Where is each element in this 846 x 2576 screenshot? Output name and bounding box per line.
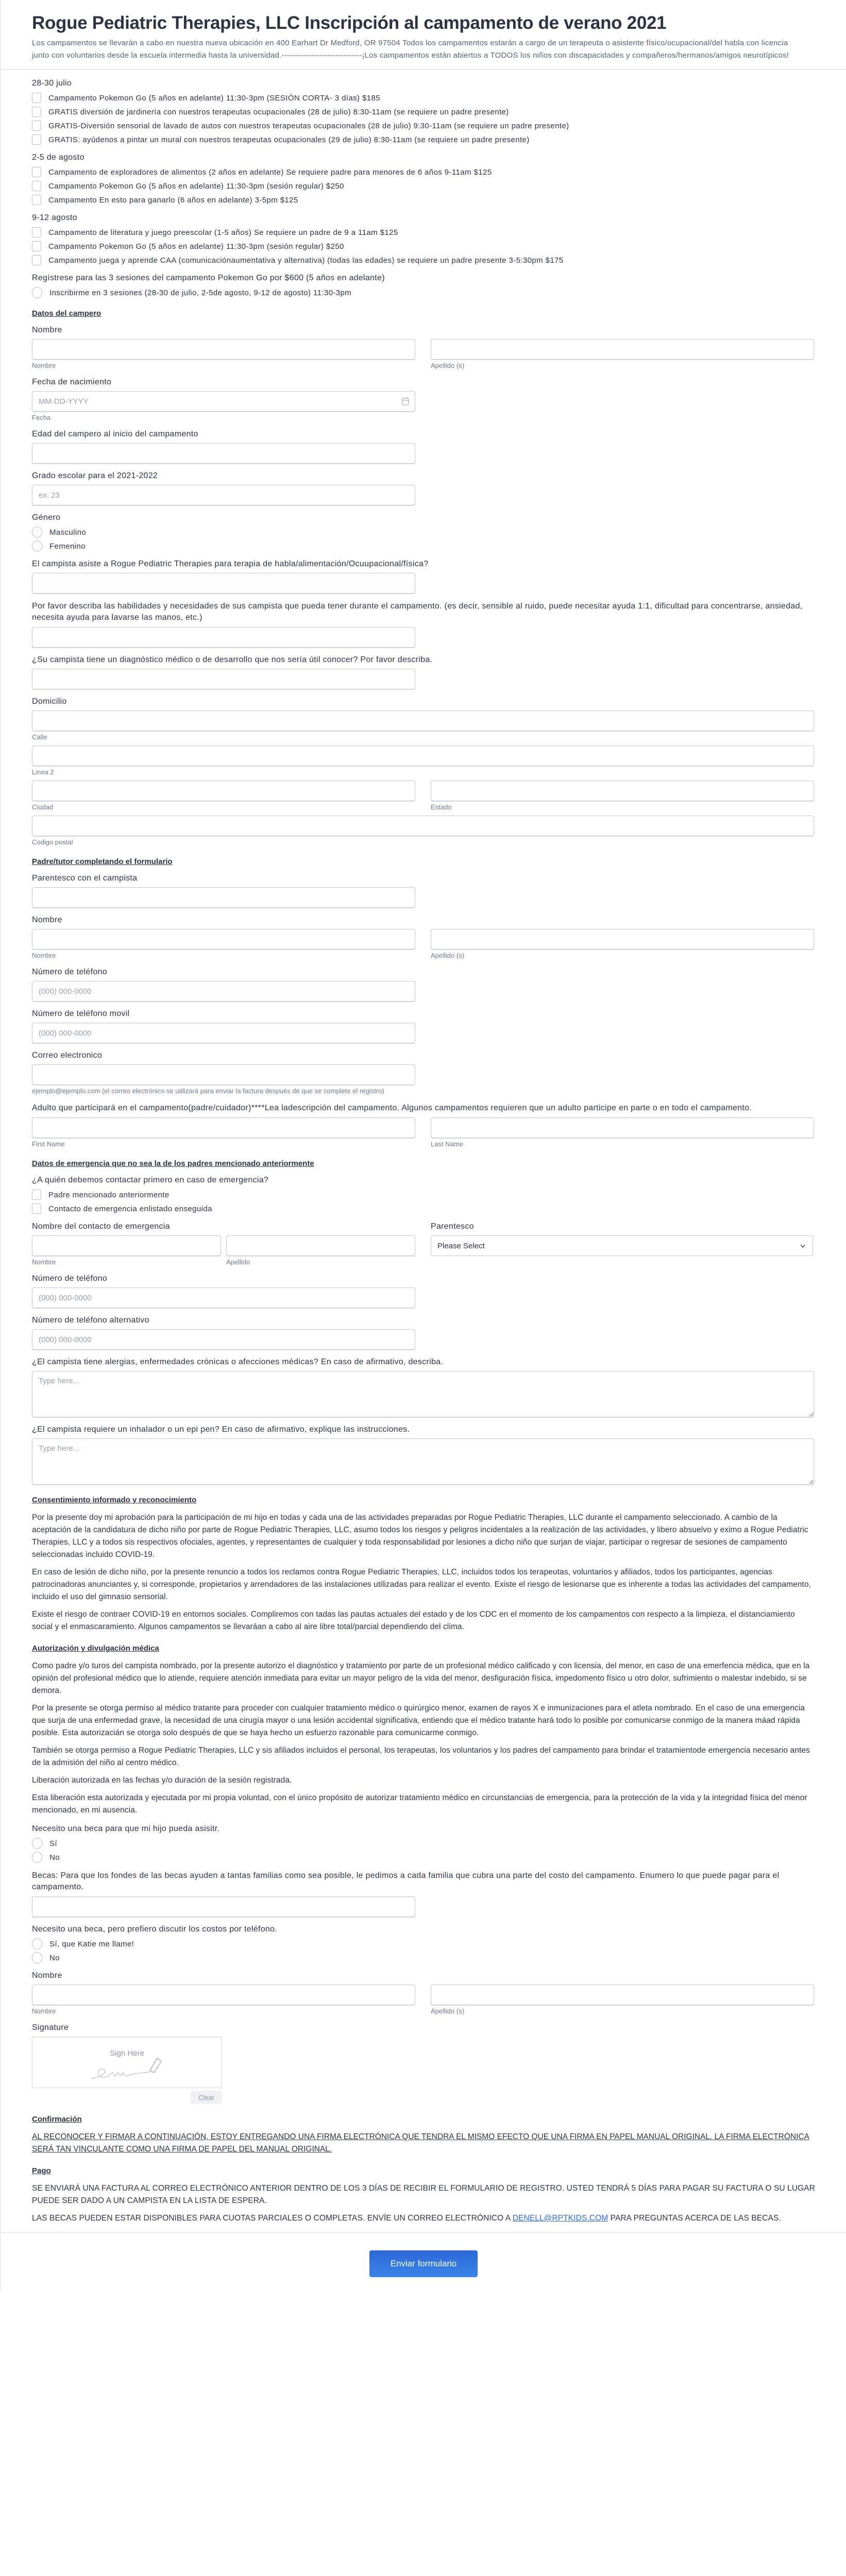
street-sublabel: Calle	[32, 733, 47, 741]
scholarship-need-no[interactable]	[32, 1852, 814, 1863]
section-confirmation: Confirmación	[32, 2115, 82, 2124]
gender-option-male[interactable]	[32, 527, 814, 538]
medical-paragraph: Esta liberación esta autorizada y ejecutada por mi propia voluntad, con el único propósito de autorizar tratamiento médico en circunstancias de emergencia, para la protección de la vida y la integridad física del menor mencionado, en mi ausencia.	[32, 1793, 807, 1815]
checkbox[interactable]	[32, 93, 41, 103]
grade-input[interactable]	[32, 485, 415, 505]
option-label: Inscribirme en 3 sesiones (28-30 de julio, 2-5de agosto, 9-12 de agosto) 11:30-3pm	[49, 288, 352, 297]
phone-group	[32, 967, 814, 1002]
option-label: No	[49, 1953, 60, 1962]
email-group	[32, 1050, 814, 1095]
submit-button[interactable]: Enviar formulario	[369, 2250, 478, 2277]
first-name-sublabel: Nombre	[32, 1258, 56, 1266]
emergency-first-name-input[interactable]	[32, 1235, 221, 1256]
footer-divider	[1, 2232, 846, 2233]
last-name-sublabel: Apellido (s)	[431, 952, 465, 959]
radio[interactable]	[32, 540, 42, 552]
dob-input[interactable]	[32, 391, 415, 412]
age-label: Edad del campero al inicio del campamento	[32, 430, 198, 438]
gender-option-female[interactable]	[32, 540, 814, 552]
adult-last-name-input[interactable]	[431, 1117, 814, 1138]
city-input[interactable]	[32, 781, 415, 801]
street-input[interactable]	[32, 710, 814, 731]
name-row	[32, 339, 814, 370]
first-contact-option[interactable]	[32, 1189, 814, 1200]
first-name-col	[32, 1117, 415, 1148]
radio[interactable]	[32, 1938, 42, 1950]
section-medical: Autorización y divulgación médica	[32, 1644, 159, 1653]
state-input[interactable]	[431, 781, 814, 801]
therapy-input[interactable]	[32, 573, 415, 594]
zip-sublabel: Codigo postal	[32, 838, 73, 846]
address-label: Domicilio	[32, 697, 67, 706]
signature-pad[interactable]	[32, 2037, 222, 2088]
gender-label: Género	[32, 513, 61, 522]
alt-phone-group	[32, 1315, 814, 1350]
week2-option[interactable]	[32, 194, 814, 206]
dob-label: Fecha de nacimiento	[32, 378, 112, 386]
mobile-group	[32, 1009, 814, 1043]
mobile-label: Número de teléfono movil	[32, 1009, 130, 1018]
option-label: Padre mencionado anteriormente	[48, 1190, 170, 1199]
form-title: Rogue Pediatric Therapies, LLC Inscripción al campamento de verano 2021	[32, 13, 667, 33]
state-col	[431, 781, 814, 811]
name-row	[32, 929, 814, 960]
first-name-col	[32, 1985, 415, 2015]
clear-row	[32, 2091, 222, 2104]
checkbox[interactable]	[32, 241, 41, 251]
scholarship-phone-label: Necesito una beca, pero prefiero discutir los costos por teléfono.	[32, 1925, 278, 1934]
option-label: Campamento En esto para ganarlo (6 años en adelante) 3-5pm $125	[48, 195, 298, 205]
consent-paragraph: Existe el riesgo de contraer COVID-19 en entornos sociales. Compliremos con tadas las pautas actuales del estado y de los CDC en el momento de los campamentos con respecto a la limpieza, el distanciamiento social y el enmascaramiento. Algunos campamentos se llevaráan a cabo al aire libre total/parcial dependiendo del clima.	[32, 1610, 795, 1631]
phone-label: Número de teléfono	[32, 968, 107, 976]
week1-option[interactable]	[32, 106, 814, 117]
checkbox[interactable]	[32, 107, 41, 117]
bundle-group	[32, 273, 814, 298]
diagnosis-input[interactable]	[32, 669, 415, 689]
emergency-phone-label: Número de teléfono	[32, 1274, 107, 1283]
first-name-col	[32, 929, 415, 960]
first-name-sublabel: Nombre	[32, 952, 56, 959]
email-label: Correo electronico	[32, 1051, 103, 1060]
section-parent: Padre/tutor completando el formulario	[32, 857, 173, 866]
therapy-group	[32, 559, 814, 594]
last-name-sublabel: Apellido (s)	[431, 2007, 465, 2015]
radio[interactable]	[32, 287, 42, 298]
diagnosis-label: ¿Su campista tiene un diagnóstico médico o de desarrollo que nos sería útil conocer? Por favor describa.	[32, 655, 433, 664]
dob-field	[32, 391, 415, 412]
address-group	[32, 697, 814, 846]
section-camper: Datos del campero	[32, 309, 101, 318]
medical-paragraph: Liberación autorizada en las fechas y/o duración de la sesión registrada.	[32, 1776, 292, 1785]
scholarship-phone-yes[interactable]	[32, 1938, 814, 1950]
option-label: Femenino	[49, 541, 86, 551]
inhaler-textarea[interactable]	[32, 1438, 814, 1485]
camper-name-label: Nombre	[32, 326, 62, 334]
camper-first-name-input[interactable]	[32, 339, 415, 360]
signer-last-name-input[interactable]	[431, 1985, 814, 2005]
scholarship-phone-no[interactable]	[32, 1952, 814, 1963]
last-name-col	[431, 339, 814, 370]
needs-label: Por favor describa las habilidades y necesidades de sus campista que pueda tener durante el campamento. (es decir, sensible al ruido, puede necesitar ayuda 1:1, dificultad para concentrarse, ansiedad, necesita ayuda para lavarse las manos, etc.)	[32, 602, 803, 622]
radio[interactable]	[32, 1838, 42, 1849]
adult-group	[32, 1103, 814, 1148]
checkbox[interactable]	[32, 195, 41, 205]
first-contact-group	[32, 1175, 814, 1214]
name-row	[32, 1985, 814, 2015]
checkbox[interactable]	[32, 167, 41, 177]
scholarship-need-label: Necesito una beca para que mi hijo pueda asisitr.	[32, 1824, 220, 1833]
emergency-name-label: Nombre del contacto de emergencia	[32, 1222, 170, 1231]
section-emergency: Datos de emergencia que no sea la de los padres mencionado anteriormente	[32, 1159, 314, 1168]
consent-paragraph: En caso de lesión de dicho niño, por la presente renuncio a todos los reclamos contra Rogue Pediatric Therapies, LLC, incluidos todos los terapeutas, voluntarios y afiliados, todos los participantes, agencias patrocinadoras anunciantes y, si corresponde, propietarios y arrendadores de las instalaciones utilizadas para realizar el evento. Existe el riesgo de lesionarse que es inherente a todas las actividades del campamento, incluido el uso del gimnasio sensorial.	[32, 1568, 811, 1601]
zip-input[interactable]	[32, 816, 814, 836]
week1-option[interactable]	[32, 92, 814, 104]
mobile-input[interactable]	[32, 1023, 415, 1043]
scholarship-amount-group	[32, 1870, 814, 1917]
diagnosis-group	[32, 655, 814, 689]
city-sublabel: Ciudad	[32, 803, 54, 811]
option-label: Campamento Pokemon Go (5 años en adelante) 11:30-3pm (SESIÓN CORTA- 3 días) $185	[48, 93, 380, 103]
last-name-col	[226, 1235, 415, 1266]
scholarship-amount-label: Becas: Para que los fondes de las becas ayuden a tantas familias como sea posible, le pedimos a cada familia que cubra una parte del costo del campamento. Enumero lo que puede pagar para el campamento.	[32, 1871, 780, 1891]
week2-label: 2-5 de agosto	[32, 153, 84, 162]
clear-signature-button[interactable]: Clear	[191, 2091, 222, 2104]
option-label: GRATIS-Diversión sensorial de lavado de autos con nuestros terapeutas ocupacionales (28 de julio) 9:30-11am (se requiere un padre presente)	[48, 121, 569, 130]
dob-sublabel: Fecha	[32, 414, 51, 421]
signer-name-label: Nombre	[32, 1971, 62, 1980]
adult-label: Adulto que participará en el campamento(padre/cuidador)****Lea ladescripción del campamento. Algunos campamentos requieren que un adulto participe en parte o en todo el campamento.	[32, 1104, 752, 1112]
form-body	[1, 78, 846, 2225]
option-label: Contacto de emergencia enlistado enseguida	[48, 1204, 212, 1213]
emergency-phone-input[interactable]	[32, 1287, 415, 1308]
last-name-sublabel: Apellido (s)	[431, 362, 465, 369]
parent-first-name-input[interactable]	[32, 929, 415, 950]
camper-last-name-input[interactable]	[431, 339, 814, 360]
inhaler-group	[32, 1425, 814, 1485]
medical-paragraph: También se otorga permiso a Rogue Pediatric Therapies, LLC y sis afiliados incluidos el personal, los terapeutas, los voluntarios y los padres del campamento para brindar el tratamientode emergencia necesario antes de la admisión del niño al centro médico.	[32, 1746, 810, 1767]
grade-label: Grado escolar para el 2021-2022	[32, 471, 158, 480]
week3-label: 9-12 agosto	[32, 213, 77, 222]
option-label: Sí	[49, 1839, 57, 1848]
bundle-label: Regístrese para las 3 sesiones del campamento Pokemon Go por $600 (5 años en adelante)	[32, 274, 385, 282]
emergency-name-col	[32, 1222, 415, 1266]
checkbox[interactable]	[32, 121, 41, 131]
last-name-sublabel: Apellido	[226, 1258, 250, 1266]
week3-option[interactable]	[32, 227, 814, 238]
scholarship-contact-text	[32, 2212, 815, 2225]
scholarship-phone-group	[32, 1924, 814, 1963]
select-value: Please Select	[437, 1241, 485, 1250]
text: LAS BECAS PUEDEN ESTAR DISPONIBLES PARA CUOTAS PARCIALES O COMPLETAS. ENVÍE UN CORREO ELECTRÓNICO A	[32, 2214, 513, 2223]
week1-label: 28-30 julio	[32, 79, 72, 88]
first-contact-label: ¿A quién debemos contactar primero en caso de emergencia?	[32, 1176, 269, 1184]
calendar-icon[interactable]	[402, 397, 409, 406]
medical-paragraph: Como padre y/o turos del campista nombrado, por la presente autorizo el diagnóstico y tratamiento por parte de un profesional médico calificado y con licensia, del menor, en caso de una emerfencia médica, que en la opinión del profesional médico que lo atiende, requiere atención inmediata para evitar un mayor peligro de la vida del menor, desfiguración física, impedomento físico u otro dolor, sufrimiento o malestar indebido, si se demora.	[32, 1662, 810, 1695]
checkbox[interactable]	[32, 255, 41, 265]
week1-option[interactable]	[32, 134, 814, 145]
therapy-label: El campista asiste a Rogue Pediatric Therapies para terapia de habla/alimentación/Ocuupacional/física?	[32, 560, 429, 568]
first-name-sublabel: Nombre	[32, 362, 56, 369]
signature-label: Signature	[32, 2023, 69, 2032]
relation-input[interactable]	[32, 887, 415, 908]
option-label: No	[49, 1853, 60, 1862]
option-label: Campamento de literatura y juego preescolar (1-5 años) Se requiere un padre de 9 a 11am $125	[48, 228, 398, 237]
phone-input[interactable]	[32, 981, 415, 1002]
week1-group	[32, 78, 814, 145]
first-name-sublabel: First Name	[32, 1140, 65, 1148]
submit-row	[1, 2241, 846, 2282]
checkbox[interactable]	[32, 227, 41, 238]
allergies-textarea[interactable]	[32, 1371, 814, 1417]
last-name-col	[431, 929, 814, 960]
allergies-group	[32, 1357, 814, 1417]
checkbox[interactable]	[32, 181, 41, 191]
name-row	[32, 1235, 415, 1266]
line2-sublabel: Linea 2	[32, 768, 54, 776]
chevron-down-icon	[800, 1244, 805, 1248]
consent-paragraph: Por la presente doy mi aprobación para la participación de mi hijo en todas y cada una de las actividades preparadas por Rogue Pediatric Therapies, LLC durante el campamento seleccionado. A cambio de la aceptación de la candidatura de dicho niño por parte de Rogue Pediatric Therapies, LLC, asumo todos los riesgos y peligros incidentales a la realización de las actividades, y libero absuelvo y eximo a Rogue Pediatric Therapies, LLC y a todos sis respectivos ofociales, agentes, y representantes de cualquier y toda responsabilidad por lesiones a dicho niño que surjan de viajar, participar o regresar de sesiones de campamento seleccionadas incluido COVID-19.	[32, 1513, 808, 1559]
signer-first-name-input[interactable]	[32, 1985, 415, 2005]
emergency-relation-label: Parentesco	[431, 1222, 474, 1231]
week1-option[interactable]	[32, 120, 814, 131]
option-label: Sí, que Katie me llame!	[49, 1939, 134, 1948]
email-sublabel: ejemplo@ejemplo.com (el correo electrónico se utilizará para enviar la factura después de que se complete el registro)	[32, 1087, 384, 1095]
last-name-sublabel: Last Name	[431, 1140, 463, 1148]
emergency-relation-select[interactable]	[431, 1235, 813, 1256]
dob-group	[32, 377, 814, 422]
radio[interactable]	[32, 1952, 42, 1963]
week2-option[interactable]	[32, 180, 814, 192]
city-state-row	[32, 781, 814, 811]
parent-name-label: Nombre	[32, 916, 62, 924]
age-group	[32, 429, 814, 464]
last-name-col	[431, 1985, 814, 2015]
relation-label: Parentesco con el campista	[32, 874, 138, 883]
alt-phone-label: Número de teléfono alternativo	[32, 1316, 149, 1325]
email-input[interactable]	[32, 1064, 415, 1085]
option-label: Masculino	[49, 528, 87, 537]
option-label: GRATIS: ayúdenos a pintar un mural con nuestros terapeutas ocupacionales (29 de julio) 8:30-11am (se requiere un padre presente)	[48, 135, 530, 144]
option-label: Campamento Pokemon Go (5 años en adelante) 11:30-3pm (sesión regular) $250	[48, 181, 344, 191]
sign-here-text: Sign Here	[110, 2049, 144, 2058]
relation-group	[32, 873, 814, 908]
parent-last-name-input[interactable]	[431, 929, 814, 950]
week3-option[interactable]	[32, 255, 814, 266]
emergency-last-name-input[interactable]	[226, 1235, 415, 1256]
checkbox[interactable]	[32, 1190, 41, 1200]
form-description: Los campamentos se llevarán a cabo en nuestra nueva ubicación en 400 Earhart Dr Medford, OR 97504 Todos los campamentos estarán a cargo de un terapeuta o asistente físico/ocupacional/del habla con licencia junto con voluntarios desde la escuela intermedia hasta la universidad.------------------------------¡Los campamentos están abiertos a TODOS los niños con discapacidades y compañeros/hermanos/amigos neurotípicos!	[32, 39, 789, 60]
gender-group	[32, 513, 814, 552]
signature-group	[32, 2023, 814, 2104]
first-contact-option[interactable]	[32, 1203, 814, 1214]
emergency-phone-group	[32, 1274, 814, 1308]
first-name-col	[32, 339, 415, 370]
option-label: Campamento de exploradores de alimentos (2 años en adelante) Se requiere padre para menores de 6 años 9-11am $125	[48, 167, 492, 177]
week3-group	[32, 213, 814, 266]
address-line2-input[interactable]	[32, 745, 814, 766]
camper-name-group	[32, 325, 814, 370]
scholarship-amount-input[interactable]	[32, 1896, 415, 1917]
week2-option[interactable]	[32, 166, 814, 178]
emergency-contact-row	[32, 1222, 814, 1266]
option-label: Campamento Pokemon Go (5 años en adelante) 11:30-3pm (sesión regular) $250	[48, 242, 344, 251]
email-link[interactable]: DENELL@RPTKIDS.COM	[512, 2214, 608, 2223]
week3-option[interactable]	[32, 241, 814, 252]
medical-paragraph: Por la presente se otorga permiso al médico tratante para proceder con cualquier tratamiento médico o quirúrgico menor, examen de rayos X e inmunizaciones para el atleta nombrado. En el caso de una emergencia que surja de una enfermedad grave, la necesidad de una cirugía mayor o una lesión accidental significativa, entiendo que el médico tratante hará todo lo posible por comunicarse conmigo de la manera máad rápida posible. Esta autorizacián se otorga solo después de que se haya hecho un esfuerzo razonable para comunicarme conmigo.	[32, 1704, 805, 1737]
alt-phone-input[interactable]	[32, 1329, 415, 1350]
bundle-option[interactable]	[32, 287, 814, 298]
form-header	[1, 12, 846, 62]
text: PARA PREGUNTAS ACERCA DE LAS BECAS.	[608, 2214, 781, 2223]
header-divider	[1, 69, 846, 70]
inhaler-label: ¿El campista requiere un inhalador o un epi pen? En caso de afirmativo, explique las instrucciones.	[32, 1425, 410, 1434]
radio[interactable]	[32, 527, 42, 538]
invoice-text: SE ENVIARÁ UNA FACTURA AL CORREO ELECTRÓNICO ANTERIOR DENTRO DE LOS 3 DÍAS DE RECIBIR EL FORMULARIO DE REGISTRO. USTED TENDRÁ 5 DÍAS PARA PAGAR SU FACTURA O SU LUGAR PUEDE SER DADO A UN CAMPISTA EN LA LISTA DE ESPERA.	[32, 2184, 816, 2205]
radio[interactable]	[32, 1852, 42, 1863]
confirmation-text: AL RECONOCER Y FIRMAR A CONTINUACIÓN, ESTOY ENTREGANDO UNA FIRMA ELECTRÓNICA QUE TENDRA EL MISMO EFECTO QUE UNA FIRMA EN PAPEL MANUAL ORIGINAL. LA FIRMA ELECTRÓNICA SERÁ TAN VINCULANTE COMO UNA FIRMA DE PAPEL DEL MANUAL ORIGINAL.	[32, 2132, 809, 2154]
city-col	[32, 781, 415, 811]
parent-name-group	[32, 915, 814, 960]
section-payment: Pago	[32, 2166, 51, 2175]
section-consent: Consentimiento informado y reconocimiento	[32, 1496, 197, 1504]
checkbox[interactable]	[32, 134, 41, 145]
scholarship-need-group	[32, 1824, 814, 1863]
needs-input[interactable]	[32, 627, 415, 648]
allergies-label: ¿El campista tiene alergias, enfermedades crónicas o afecciones médicas? En caso de afirmativo, describa.	[32, 1358, 444, 1366]
scholarship-need-yes[interactable]	[32, 1838, 814, 1849]
option-label: GRATIS diversión de jardinería con nuestros terapeutas ocupacionales (28 de julio) 8:30-11am (se requiere un padre presente)	[48, 107, 509, 116]
state-sublabel: Estado	[431, 803, 452, 811]
option-label: Campamento juega y aprende CAA (comunicaciónaumentativa y alternativa) (todas las edades) se requiere un padre presente 3-5:30pm $175	[48, 256, 564, 265]
last-name-col	[431, 1117, 814, 1148]
checkbox[interactable]	[32, 1204, 41, 1214]
adult-first-name-input[interactable]	[32, 1117, 415, 1138]
emergency-relation-col	[431, 1222, 814, 1266]
signature-scribble-icon	[89, 2047, 166, 2083]
first-name-col	[32, 1235, 221, 1266]
needs-group	[32, 601, 814, 648]
week2-group	[32, 152, 814, 206]
age-input[interactable]	[32, 443, 415, 464]
name-row	[32, 1117, 814, 1148]
signer-name-group	[32, 1971, 814, 2015]
grade-group	[32, 471, 814, 505]
first-name-sublabel: Nombre	[32, 2007, 56, 2015]
